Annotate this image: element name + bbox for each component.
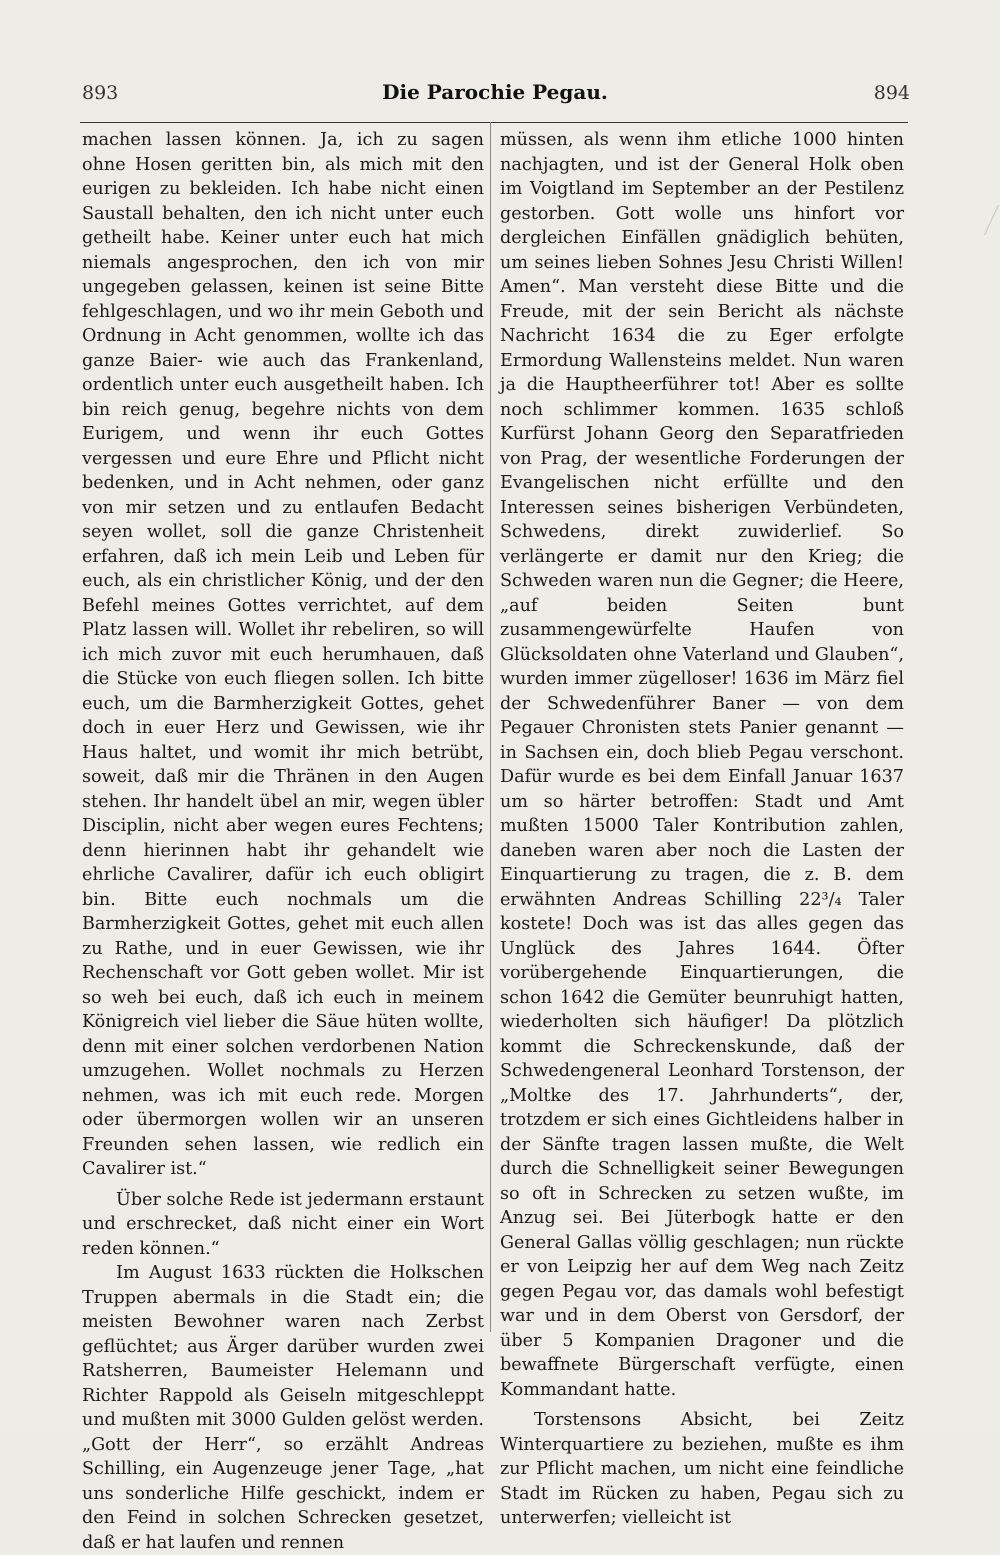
page-number-left: 893	[82, 82, 119, 104]
page-edge-mark	[974, 205, 999, 235]
left-column	[82, 128, 484, 1555]
right-column	[500, 128, 904, 1531]
left-paragraph-1: machen lassen können. Ja, ich zu sagen ohne Hosen geritten bin, als mich mit den eurigen zu bekleiden. Ich habe nicht einen Saustall behalten, den ich nicht unter euch getheilt habe. Keiner unter euch hat mich niemals angesprochen, den ich von mir ungegeben gelassen, keinen ist seine Bitte fehlgeschlagen, und wo ihr mein Geboth und Ordnung in Acht genommen, wollte ich das ganze Baier- wie auch das Frankenland, ordentlich unter euch ausgetheilt haben. Ich bin reich genug, begehre nichts von dem Eurigem, und wenn ihr euch Gottes vergessen und eure Ehre und Pflicht nicht bedenken, und in Acht nehmen, oder ganz von mir setzen und zu entlaufen Bedacht seyen wollet, soll die ganze Christenheit erfahren, daß ich mein Leib und Leben für euch, als ein christlicher König, und der den Befehl meines Gottes verrichtet, auf dem Platz lassen will. Wollet ihr rebeliren, so will ich mich zuvor mit euch herumhauen, daß die Stücke von euch fliegen sollen. Ich bitte euch, um die Barmherzigkeit Gottes, gehet doch in euer Herz und Gewissen, wie ihr Haus haltet, und womit ihr mich betrübt, soweit, daß mir die Thränen in den Augen stehen. Ihr handelt übel an mir, wegen übler Disciplin, nicht aber wegen eures Fechtens; denn hierinnen habt ihr gehandelt wie ehrliche Cavalirer, dafür ich euch obligirt bin. Bitte euch nochmals um die Barmherzigkeit Gottes, gehet mit euch allen zu Rathe, und in euer Gewissen, wie ihr Rechenschaft vor Gott geben wollet. Mir ist so weh bei euch, daß ich euch in meinem Königreich viel lieber die Säue hüten wollte, denn mit einer solchen verdorbenen Nation umzugehen. Wollet nochmals zu Herzen nehmen, was ich mit euch rede. Morgen oder übermorgen wollen wir an unseren Freunden sehen lassen, wie redlich ein Cavalirer ist.“	[82, 130, 484, 1179]
left-paragraph-3: Im August 1633 rückten die Holkschen Truppen abermals in die Stadt ein; die meisten Bewohner waren nach Zerbst geflüchtet; aus Ärger darüber wurden zwei Ratsherren, Baumeister Helemann und Richter Rappold als Geiseln mitgeschleppt und mußten mit 3000 Gulden gelöst werden. „Gott der Herr“, so erzählt Andreas Schilling, ein Augenzeuge jener Tage, „hat uns sonderliche Hilfe geschickt, indem er den Feind in solchen Schrecken gesetzet, daß er hat laufen und rennen	[82, 1263, 484, 1553]
right-paragraph-1: müssen, als wenn ihm etliche 1000 hinten nachjagten, und ist der General Holk oben im Voigtland im September an der Pestilenz gestorben. Gott wolle uns hinfort vor dergleichen Einfällen gnädiglich behüten, um seines lieben Sohnes Jesu Christi Willen! Amen“. Man versteht diese Bitte und die Freude, mit der sein Bericht als nächste Nachricht 1634 die zu Eger erfolgte Ermordung Wallensteins meldet. Nun waren ja die Hauptheerführer tot! Aber es sollte noch schlimmer kommen. 1635 schloß Kurfürst Johann Georg den Separatfrieden von Prag, der wesentliche Forderungen der Evangelischen nicht erfüllte und den Interessen seines bisherigen Verbündeten, Schwedens, direkt zuwiderlief. So verlängerte er damit nur den Krieg; die Schweden waren nun die Gegner; die Heere, „auf beiden Seiten bunt zusammengewürfelte Haufen von Glücksoldaten ohne Vaterland und Glauben“, wurden immer zügelloser! 1636 im März fiel der Schwedenführer Baner — von dem Pegauer Chronisten stets Panier genannt — in Sachsen ein, doch blieb Pegau verschont. Dafür wurde es bei dem Einfall Januar 1637 um so härter betroffen: Stadt und Amt mußten 15000 Taler Kontribution zahlen, daneben waren aber noch die Lasten der Einquartierung zu tragen, die z. B. dem erwähnten Andreas Schilling 22³/₄ Taler kostete! Doch was ist das alles gegen das Unglück des Jahres 1644. Öfter vorübergehende Einquartierungen, die schon 1642 die Gemüter beunruhigt hatten, wiederholten sich häufiger! Da plötzlich kommt die Schreckenskunde, daß der Schwedengeneral Leonhard Torstenson, der „Moltke des 17. Jahrhunderts“, der, trotzdem er sich eines Gichtleidens halber in der Sänfte tragen lassen mußte, die Welt durch die Schnelligkeit seiner Bewegungen so oft in Schrecken zu setzen wußte, im Anzug sei. Bei Jüterbogk hatte er den General Gallas völlig geschlagen; nun rückte er von Leipzig her auf dem Weg nach Zeitz gegen Pegau vor, das damals wohl befestigt war und in dem Oberst von Gersdorf, der über 5 Kompanien Dragoner und die bewaffnete Bürgerschaft verfügte, einen Kommandant hatte.	[500, 130, 904, 1400]
right-paragraph-2: Torstensons Absicht, bei Zeitz Winterquartiere zu beziehen, mußte es ihm zur Pflicht machen, um nicht eine feindliche Stadt im Rücken zu haben, Pegau sich zu unterwerfen; vielleicht ist	[500, 1410, 904, 1528]
left-paragraph-2: Über solche Rede ist jedermann erstaunt und erschrecket, daß nicht einer ein Wort reden können.“	[82, 1189, 484, 1259]
running-title: Die Parochie Pegau.	[382, 80, 608, 104]
page-header	[80, 80, 910, 110]
header-rule	[80, 122, 908, 123]
column-divider	[490, 122, 491, 1332]
page-number-right: 894	[873, 82, 910, 104]
